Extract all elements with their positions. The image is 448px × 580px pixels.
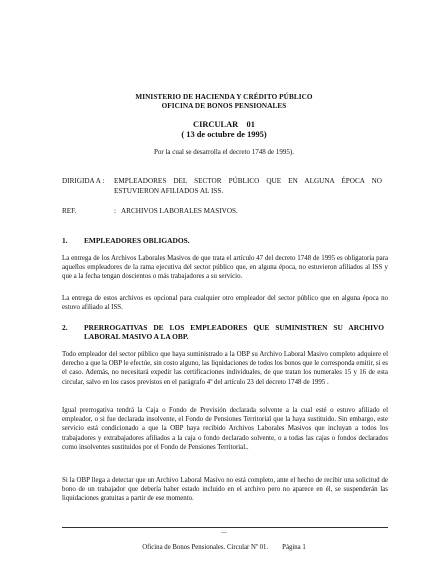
ministry-name: MINISTERIO DE HACIENDA Y CRÉDITO PÚBLICO: [135, 93, 313, 101]
page-footer: [0, 544, 448, 551]
footer-divider: [62, 527, 388, 528]
page-number: Página 1: [282, 544, 306, 551]
ref-row: [62, 206, 392, 216]
circular-heading: [0, 120, 448, 140]
section-number: 2.: [62, 323, 68, 332]
ref-value: : ARCHIVOS LABORALES MASIVOS.: [114, 207, 238, 215]
paragraph: Si la OBP llega a detectar que un Archivo Laboral Masivo no está completo, ante el hecho de recibir una solicitud de bono de un trabajador que debería haber estado incluido en el archivo pero no aparece en él, se suspenderán las liquidaciones gratuitas a partir de ese momento.: [62, 477, 388, 503]
letterhead: [0, 93, 448, 111]
dirigida-row: [62, 176, 392, 196]
section-number: 1.: [62, 236, 68, 245]
circular-decree: Por la cual se desarrolla el decreto 1748 de 1995).: [154, 148, 294, 156]
section-title: EMPLEADORES OBLIGADOS.: [84, 236, 190, 245]
section-heading: [62, 323, 388, 341]
ref-label: REF.: [62, 207, 77, 215]
section-title: PRERROGATIVAS DE LOS EMPLEADORES QUE SUMINISTREN SU ARCHIVO LABORAL MASIVO A LA OBP.: [84, 323, 384, 341]
paragraph: Todo empleador del sector público que haya suministrado a la OBP su Archivo Laboral Masivo completo adquiere el derecho a que la OBP le efectúe, sin costo alguno, las liquidaciones de todos los bonos que le corresponda emitir, si es el caso. Además, no necesitará expedir las certificaciones individuales, de que tratan los numerales 15 y 16 de esta circular, salvo en los casos previstos en el parágrafo 4º del artículo 23 del decreto 1748 de 1995 .: [62, 351, 388, 386]
dirigida-value: EMPLEADORES DEL SECTOR PÚBLICO QUE EN ALGUNA ÉPOCA NO ESTUVIERON AFILIADOS AL ISS.: [114, 177, 382, 195]
dirigida-label: DIRIGIDA A :: [62, 177, 105, 185]
paragraph: La entrega de estos archivos es opcional para cualquier otro empleador del sector público que en alguna época no estuvo afiliado al ISS.: [62, 295, 388, 312]
footer-text: Oficina de Bonos Pensionales. Circular Nº 01.: [142, 544, 269, 551]
section-heading: [62, 236, 388, 245]
office-name: OFICINA DE BONOS PENSIONALES: [161, 102, 287, 110]
footer-dash: —: [221, 530, 227, 536]
circular-title: CIRCULAR 01: [193, 120, 255, 129]
circular-date: ( 13 de octubre de 1995): [181, 130, 267, 139]
paragraph: La entrega de los Archivos Laborales Masivos de que trata el artículo 47 del decreto 1748 de 1995 es obligatoria para aquellos empleadores de la rama ejecutiva del sector público que, en alguna época, no estuvieron afiliados al ISS y que a la fecha tengan doscientos o más trabajadores a su servicio.: [62, 255, 388, 281]
paragraph: Igual prerrogativa tendrá la Caja o Fondo de Previsión declarada solvente a la cual esté o estuvo afiliado el empleador, o si fue declarada insolvente, el Fondo de Pensiones Territorial que la haya sustituido. Sin embargo, este servicio está condicionado a que la OBP haya recibido Archivos Laborales Masivos que incluyan a todos los trabajadores y extrabajadores afiliados a la caja o fondo declarado solvente, o a todas las cajas o fondos declarados como insolventes sustituidos por el Fondo de Pensiones Territorial..: [62, 407, 388, 451]
